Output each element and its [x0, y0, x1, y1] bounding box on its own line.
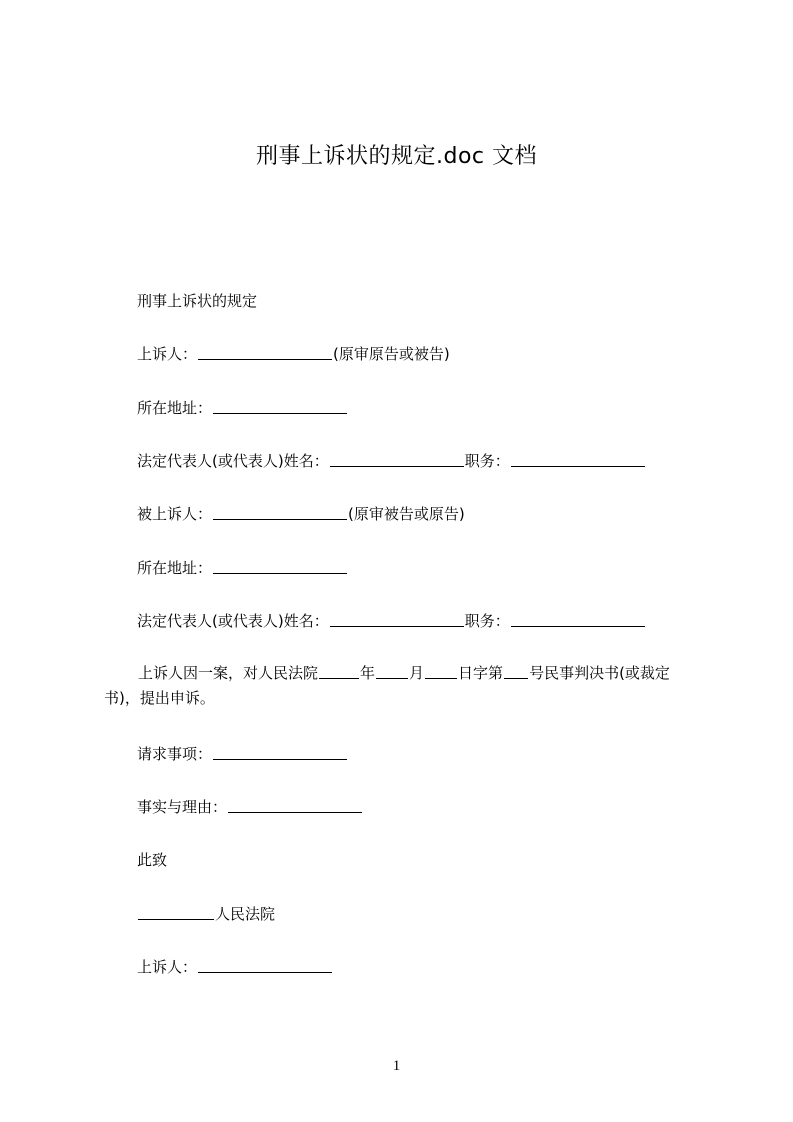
appellee-blank [213, 504, 347, 520]
appellee-note: (原审被告或原告) [348, 505, 465, 523]
signature-label: 上诉人： [137, 958, 198, 976]
month-blank [376, 663, 408, 679]
appellant-representative-line [137, 451, 646, 471]
statement-part2: 号民事判决书(或裁定书)，提出申诉。 [104, 664, 670, 707]
appeal-statement [104, 661, 704, 711]
facts-blank [228, 797, 362, 813]
appellee-address-label: 所在地址： [137, 559, 213, 577]
court-suffix: 人民法院 [215, 905, 276, 923]
appellant-rep-label: 法定代表人(或代表人)姓名： [137, 452, 329, 470]
statement-day-text: 日字第 [458, 664, 504, 682]
appellant-blank [198, 344, 332, 360]
appellee-address-line [137, 558, 348, 578]
statement-month: 月 [409, 664, 425, 682]
facts-line [137, 797, 363, 817]
appellee-representative-line [137, 611, 646, 631]
appellee-rep-label: 法定代表人(或代表人)姓名： [137, 612, 329, 630]
appellant-address-line [137, 398, 348, 418]
request-label: 请求事项： [137, 745, 213, 763]
appellee-line [137, 504, 465, 524]
case-number-blank [504, 663, 528, 679]
facts-label: 事实与理由： [137, 798, 228, 816]
signature-blank [198, 957, 332, 973]
appellee-address-blank [213, 558, 347, 574]
appellant-rep-name-blank [330, 451, 464, 467]
court-line [137, 904, 275, 924]
appellee-label: 被上诉人： [137, 505, 213, 523]
appellant-address-blank [213, 398, 347, 414]
salutation: 此致 [137, 851, 168, 869]
appellee-rep-position-blank [511, 611, 645, 627]
document-title: 刑事上诉状的规定.doc 文档 [255, 144, 537, 169]
appellee-rep-position-label: 职务： [464, 612, 510, 630]
court-blank [138, 904, 214, 920]
request-blank [213, 744, 347, 760]
day-blank [425, 663, 457, 679]
statement-year: 年 [360, 664, 376, 682]
page-number: 1 [392, 1058, 401, 1074]
appellant-note: (原审原告或被告) [333, 345, 450, 363]
appellant-line [137, 344, 450, 364]
signature-line [137, 957, 333, 977]
year-blank [319, 663, 359, 679]
document-heading: 刑事上诉状的规定 [137, 292, 258, 310]
statement-part1: 上诉人因一案，对人民法院 [138, 664, 319, 682]
appellant-rep-position-blank [511, 451, 645, 467]
appellant-address-label: 所在地址： [137, 399, 213, 417]
appellant-rep-position-label: 职务： [464, 452, 510, 470]
appellant-label: 上诉人： [137, 345, 198, 363]
request-line [137, 744, 348, 764]
appellee-rep-name-blank [330, 611, 464, 627]
